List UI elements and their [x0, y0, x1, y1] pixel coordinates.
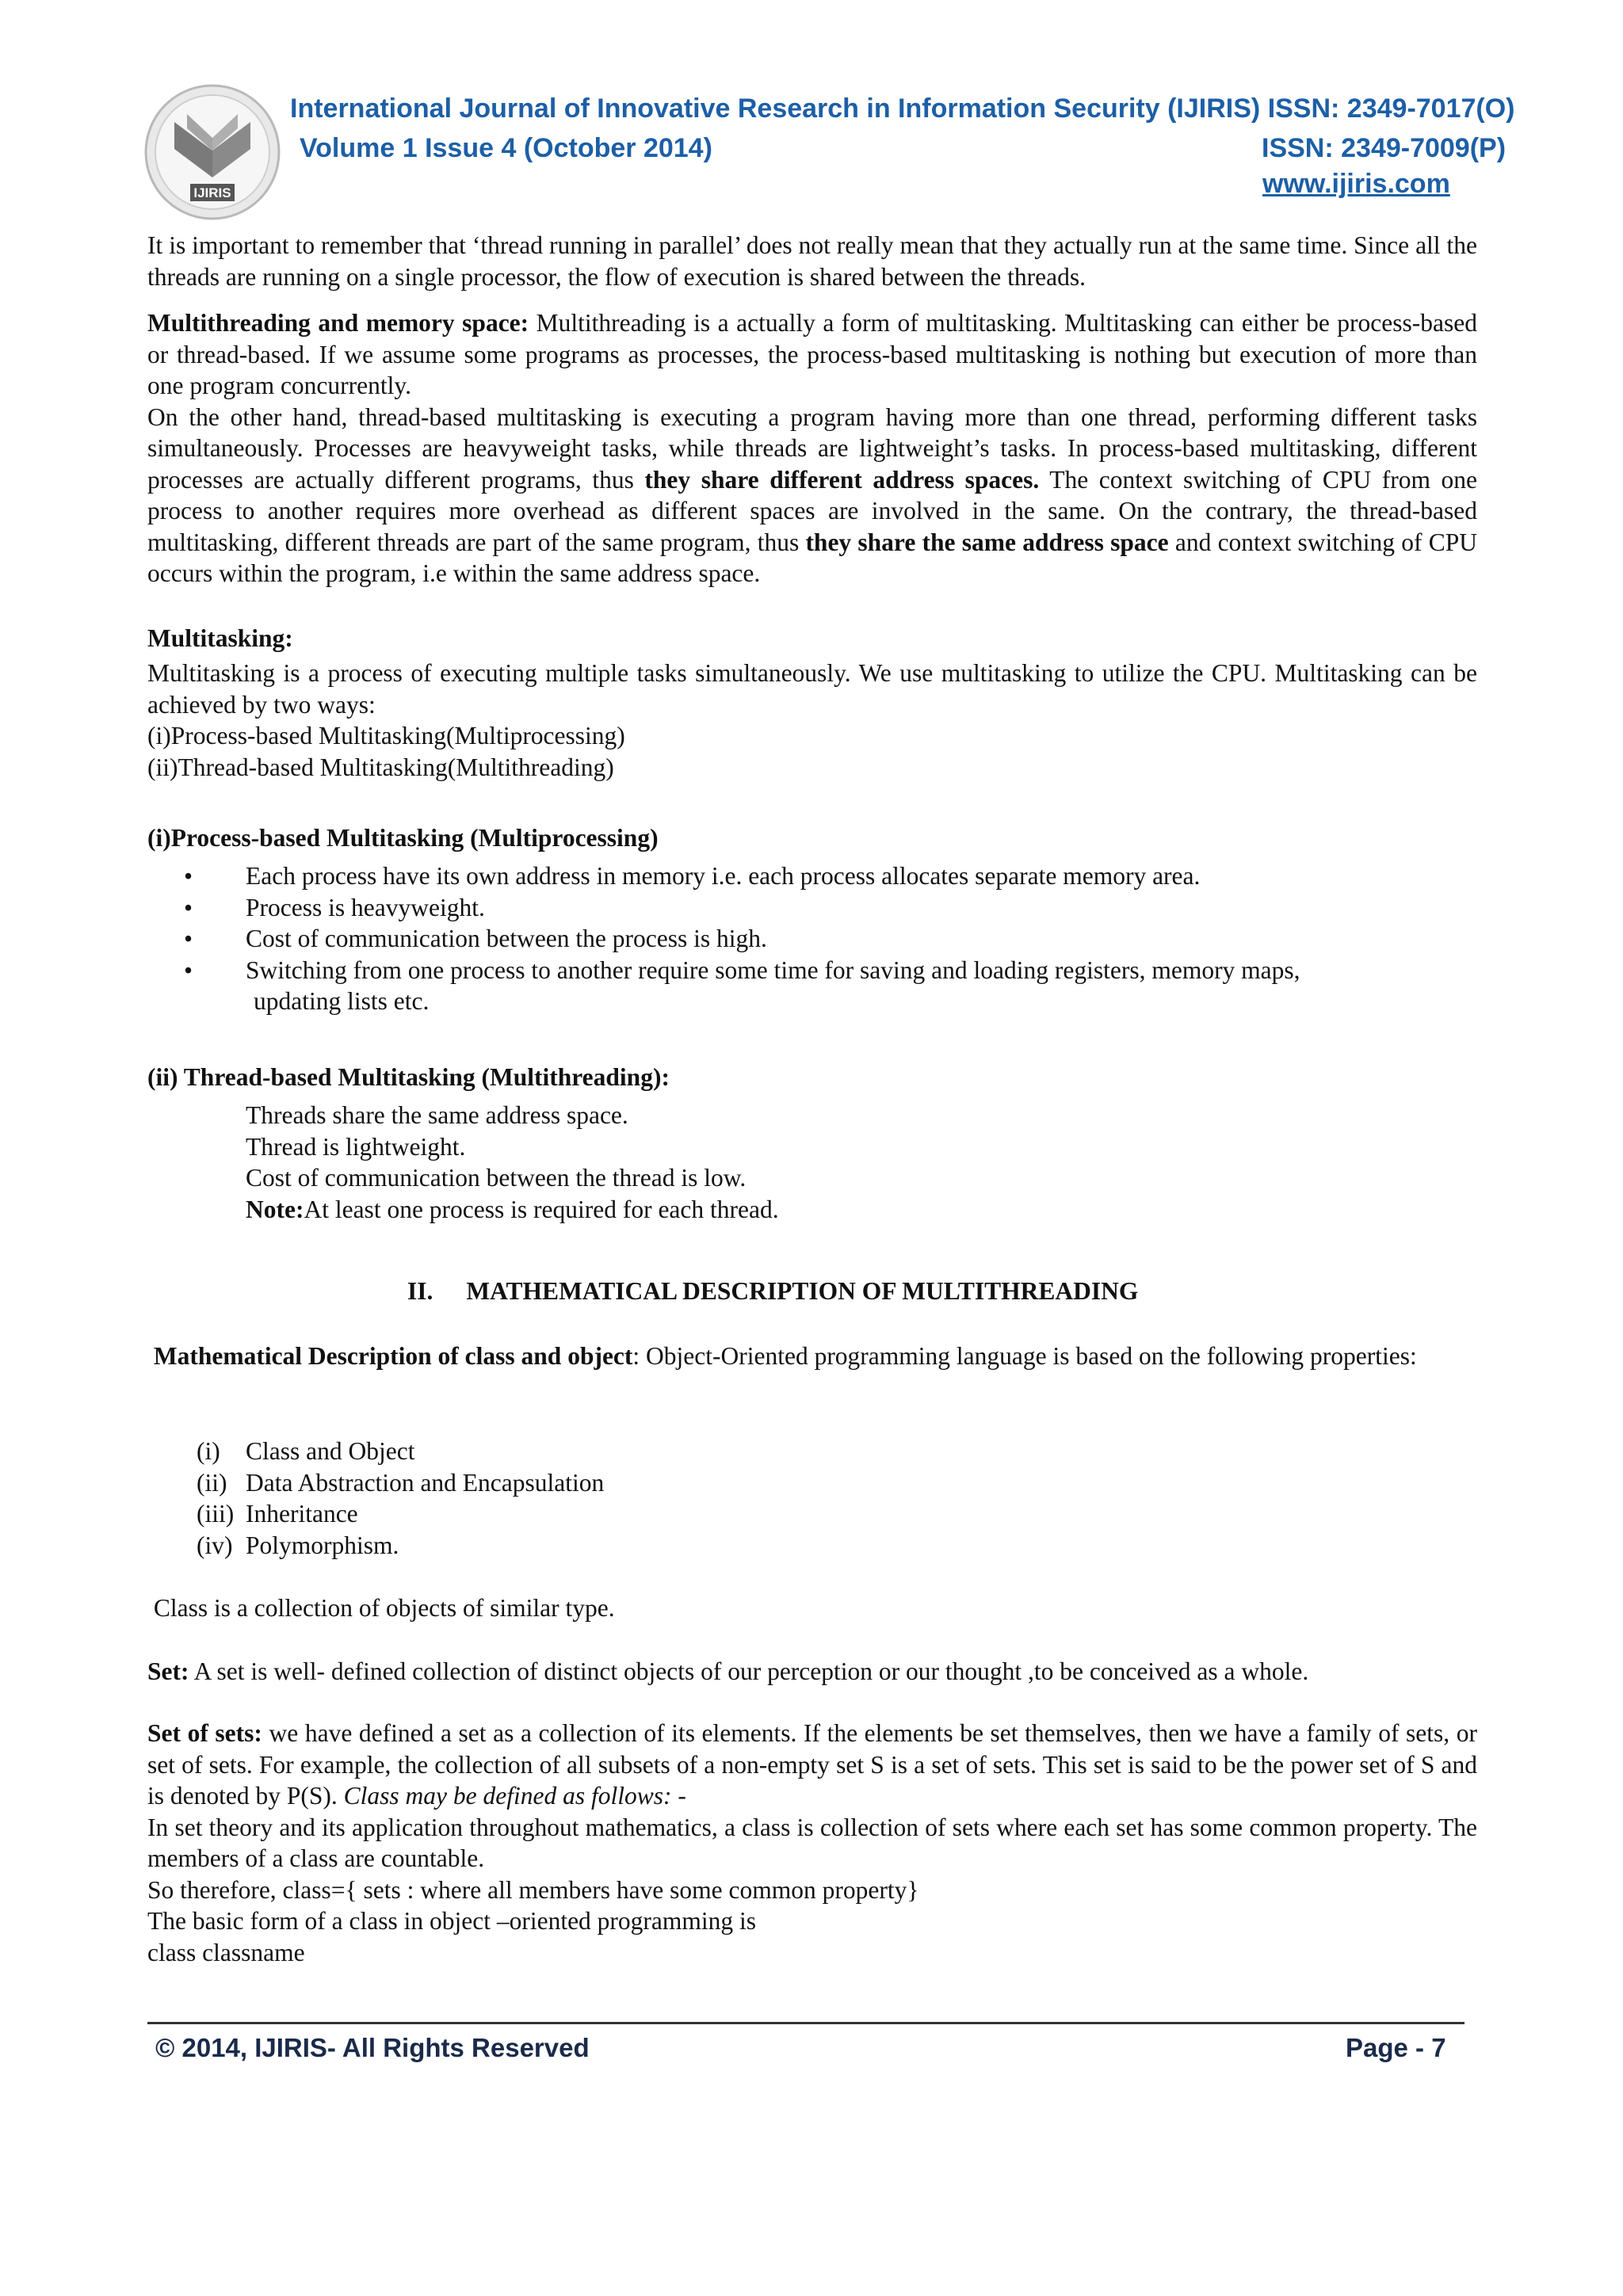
journal-website-link[interactable]: www.ijiris.com	[1262, 169, 1450, 199]
property-number: (iv)	[197, 1531, 233, 1559]
thread-section	[147, 1062, 1477, 1093]
math-text: : Object-Oriented programming language is based on the following properties:	[632, 1342, 1417, 1370]
process-heading: (i)Process-based Multitasking (Multiprocessing)	[147, 824, 659, 852]
note-line	[147, 1194, 1477, 1226]
property-number: (i)	[197, 1437, 220, 1465]
property-text: Inheritance	[246, 1500, 358, 1527]
issn-online: ISSN: 2349-7017(O)	[1267, 93, 1515, 124]
basic-form-line: The basic form of a class in object –oriented programming is	[147, 1907, 757, 1935]
list-item	[147, 923, 1477, 955]
bullet-text: Switching from one process to another require some time for saving and loading registers, memory maps,	[246, 955, 1300, 984]
so-therefore-line: So therefore, class={ sets : where all members have some common property}	[147, 1875, 919, 1904]
multitasking-way-2: (ii)Thread-based Multitasking(Multithreading)	[147, 753, 614, 781]
note-label: Note:	[246, 1195, 304, 1223]
bullet-dot: •	[184, 862, 193, 890]
multitasking-heading: Multitasking:	[147, 624, 293, 652]
thread-line: Cost of communication between the thread is low.	[246, 1164, 747, 1192]
property-number: (ii)	[197, 1468, 227, 1497]
set-of-sets-italic: Class may be defined as follows: -	[343, 1782, 686, 1810]
list-item	[147, 955, 1477, 1017]
process-section	[147, 822, 1477, 854]
class-classname-line: class classname	[147, 1938, 305, 1966]
multitasking-way-1: (i)Process-based Multitasking(Multiprocessing)	[147, 722, 625, 749]
bullet-dot: •	[184, 955, 193, 984]
list-item	[147, 1530, 1477, 1562]
multitasking-body	[147, 658, 1477, 783]
section-heading-line	[147, 1276, 1477, 1307]
p3-part-a: On the other hand, thread-based multitasking is executing a program having more than one thread, performing different tasks simultaneously. Processes are heavyweight tasks, while threads are lightweight’s tasks. In process-based multitasking, different processes are actually different programs, thus	[147, 402, 1477, 494]
bullet-text: Cost of communication between the process is high.	[246, 925, 767, 952]
set-definition	[147, 1656, 1477, 1688]
property-text: Class and Object	[246, 1437, 415, 1465]
set-paragraph	[147, 1656, 1477, 1688]
volume-issue: Volume 1 Issue 4 (October 2014)	[300, 133, 712, 163]
math-description	[147, 1341, 1477, 1372]
section-number: II.	[407, 1277, 433, 1305]
math-label: Mathematical Description of class and object	[153, 1342, 633, 1370]
set-label: Set:	[147, 1657, 189, 1685]
list-item	[147, 1498, 1477, 1530]
footer-divider	[147, 2022, 1465, 2024]
journal-title: International Journal of Innovative Research in Information Security (IJIRIS)	[290, 93, 1261, 124]
p3-bold-b: they share different address spaces.	[644, 465, 1040, 494]
p3-bold-d: they share the same address space	[805, 528, 1169, 556]
properties-list	[147, 1436, 1477, 1561]
p3-part-c: The context switching of CPU from one process to another requires more overhead as different spaces are involved in the same. On the contrary, the thread-based multitasking, different threads are part of the same program, thus	[147, 465, 1477, 556]
note-text: At least one process is required for each thread.	[304, 1195, 779, 1223]
thread-line: Thread is lightweight.	[246, 1132, 466, 1161]
memory-space-label: Multithreading and memory space:	[147, 309, 529, 337]
list-item	[147, 860, 1477, 892]
class-definition-text: Class is a collection of objects of similar type.	[153, 1594, 615, 1622]
bullet-dot: •	[184, 925, 193, 952]
body-block-1	[147, 230, 1477, 292]
set-of-sets-text: we have defined a set as a collection of its elements. If the elements be set themselves, then we have a family of sets, or set of sets. For example, the collection of all subsets of a non-empty set S is a set of sets. This set is said to be the power set of S and is denoted by P(S).	[147, 1719, 1478, 1810]
thread-heading: (ii) Thread-based Multitasking (Multithreading):	[147, 1063, 670, 1091]
footer-copyright: © 2014, IJIRIS- All Rights Reserved	[155, 2033, 590, 2062]
set-of-sets-label: Set of sets:	[147, 1719, 262, 1747]
logo-text: IJIRIS	[193, 185, 231, 200]
bullet-text-continued: updating lists etc.	[254, 987, 430, 1015]
process-bullets	[147, 860, 1477, 1017]
journal-title-line	[290, 93, 1515, 124]
section-title: MATHEMATICAL DESCRIPTION OF MULTITHREADING	[466, 1277, 1139, 1305]
paragraph-parallel: It is important to remember that ‘thread running in parallel’ does not really mean that they actually run at the same time. Since all the threads are running on a single processor, the flow of execution is shared between the threads.	[147, 231, 1477, 291]
thread-line: Threads share the same address space.	[246, 1101, 628, 1129]
set-theory-paragraph: In set theory and its application throughout mathematics, a class is collection of sets where each set has some common property. The members of a class are countable.	[147, 1813, 1477, 1872]
list-item	[147, 892, 1477, 924]
bullet-text: Process is heavyweight.	[246, 893, 485, 921]
property-text: Data Abstraction and Encapsulation	[246, 1468, 605, 1497]
thread-lines	[147, 1100, 1477, 1225]
section-heading-ii	[147, 1276, 1477, 1307]
list-item	[147, 1436, 1477, 1467]
multitasking-section	[147, 623, 1477, 654]
journal-logo	[143, 82, 282, 222]
paragraph-other-hand	[147, 402, 1477, 589]
multitasking-text: Multitasking is a process of executing multiple tasks simultaneously. We use multitasking to utilize the CPU. Multitasking can be achieved by two ways:	[147, 659, 1477, 719]
list-item	[147, 1467, 1477, 1499]
property-number: (iii)	[197, 1500, 235, 1527]
bullet-dot: •	[184, 893, 193, 921]
set-of-sets-paragraph	[147, 1718, 1477, 1812]
bullet-text: Each process have its own address in memory i.e. each process allocates separate memory area.	[246, 862, 1201, 890]
class-definition	[147, 1592, 1477, 1624]
footer-page-number: Page - 7	[1346, 2033, 1446, 2062]
p3-part-e: and context switching of CPU occurs within the program, i.e within the same address space.	[147, 528, 1477, 587]
body-block-2	[147, 307, 1477, 589]
set-of-sets-section	[147, 1718, 1477, 1968]
class-definition-line	[147, 1592, 1477, 1624]
property-text: Polymorphism.	[246, 1531, 399, 1559]
memory-space-text: Multithreading is a actually a form of multitasking. Multitasking can either be process-based or thread-based. If we assume some programs as processes, the process-based multitasking is nothing but execution of more than one program concurrently.	[147, 309, 1477, 399]
issn-print: ISSN: 2349-7009(P)	[1262, 133, 1507, 163]
paragraph-memory-space	[147, 307, 1477, 402]
math-paragraph	[147, 1341, 1477, 1372]
set-text: A set is well- defined collection of distinct objects of our perception or our thought ,to be conceived as a whole.	[189, 1657, 1309, 1685]
